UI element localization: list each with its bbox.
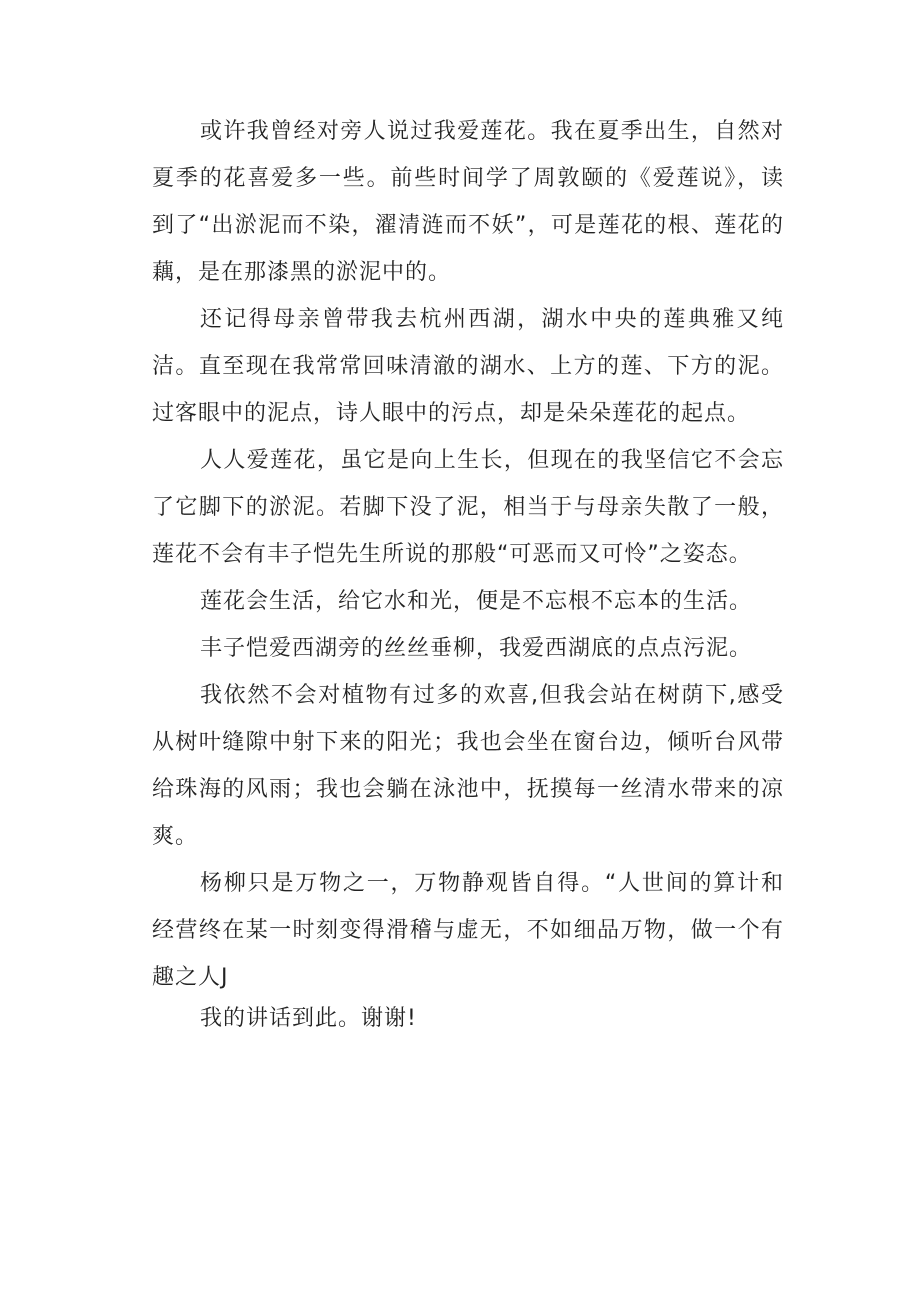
paragraph-1: 或许我曾经对旁人说过我爱莲花。我在夏季出生，自然对夏季的花喜爱多一些。前些时间学了周敦颐的《爱莲说》，读到了“出淤泥而不染，濯清涟而不妖”，可是莲花的根、莲花的藕，是在那漆黑的淤泥中的。 [152,119,784,285]
paragraph-4: 莲花会生活，给它水和光，便是不忘根不忘本的生活。 [200,589,753,614]
paragraph-3: 人人爱莲花，虽它是向上生长，但现在的我坚信它不会忘了它脚下的淤泥。若脚下没了泥，相当于与母亲失散了一般，莲花不会有丰子恺先生所说的那般“可恶而又可怜”之姿态。 [152,448,784,567]
paragraph-7: 杨柳只是万物之一，万物静观皆自得。“人世间的算计和经营终在某一时刻变得滑稽与虚无，不如细品万物，做一个有趣之人J [152,871,784,990]
paragraph-5: 丰子恺爱西湖旁的丝丝垂柳，我爱西湖底的点点污泥。 [200,636,753,661]
paragraph-2: 还记得母亲曾带我去杭州西湖，湖水中央的莲典雅又纯洁。直至现在我常常回味清澈的湖水、上方的莲、下方的泥。过客眼中的泥点，诗人眼中的污点，却是朵朵莲花的起点。 [152,307,784,426]
document-body [152,108,784,1037]
paragraph-6: 我依然不会对植物有过多的欢喜,但我会站在树荫下,感受从树叶缝隙中射下来的阳光；我也会坐在窗台边，倾听台风带给珠海的风雨；我也会躺在泳池中，抚摸每一丝清水带来的凉爽。 [152,683,784,849]
closing-line: 我的讲话到此。谢谢! [200,1006,417,1031]
